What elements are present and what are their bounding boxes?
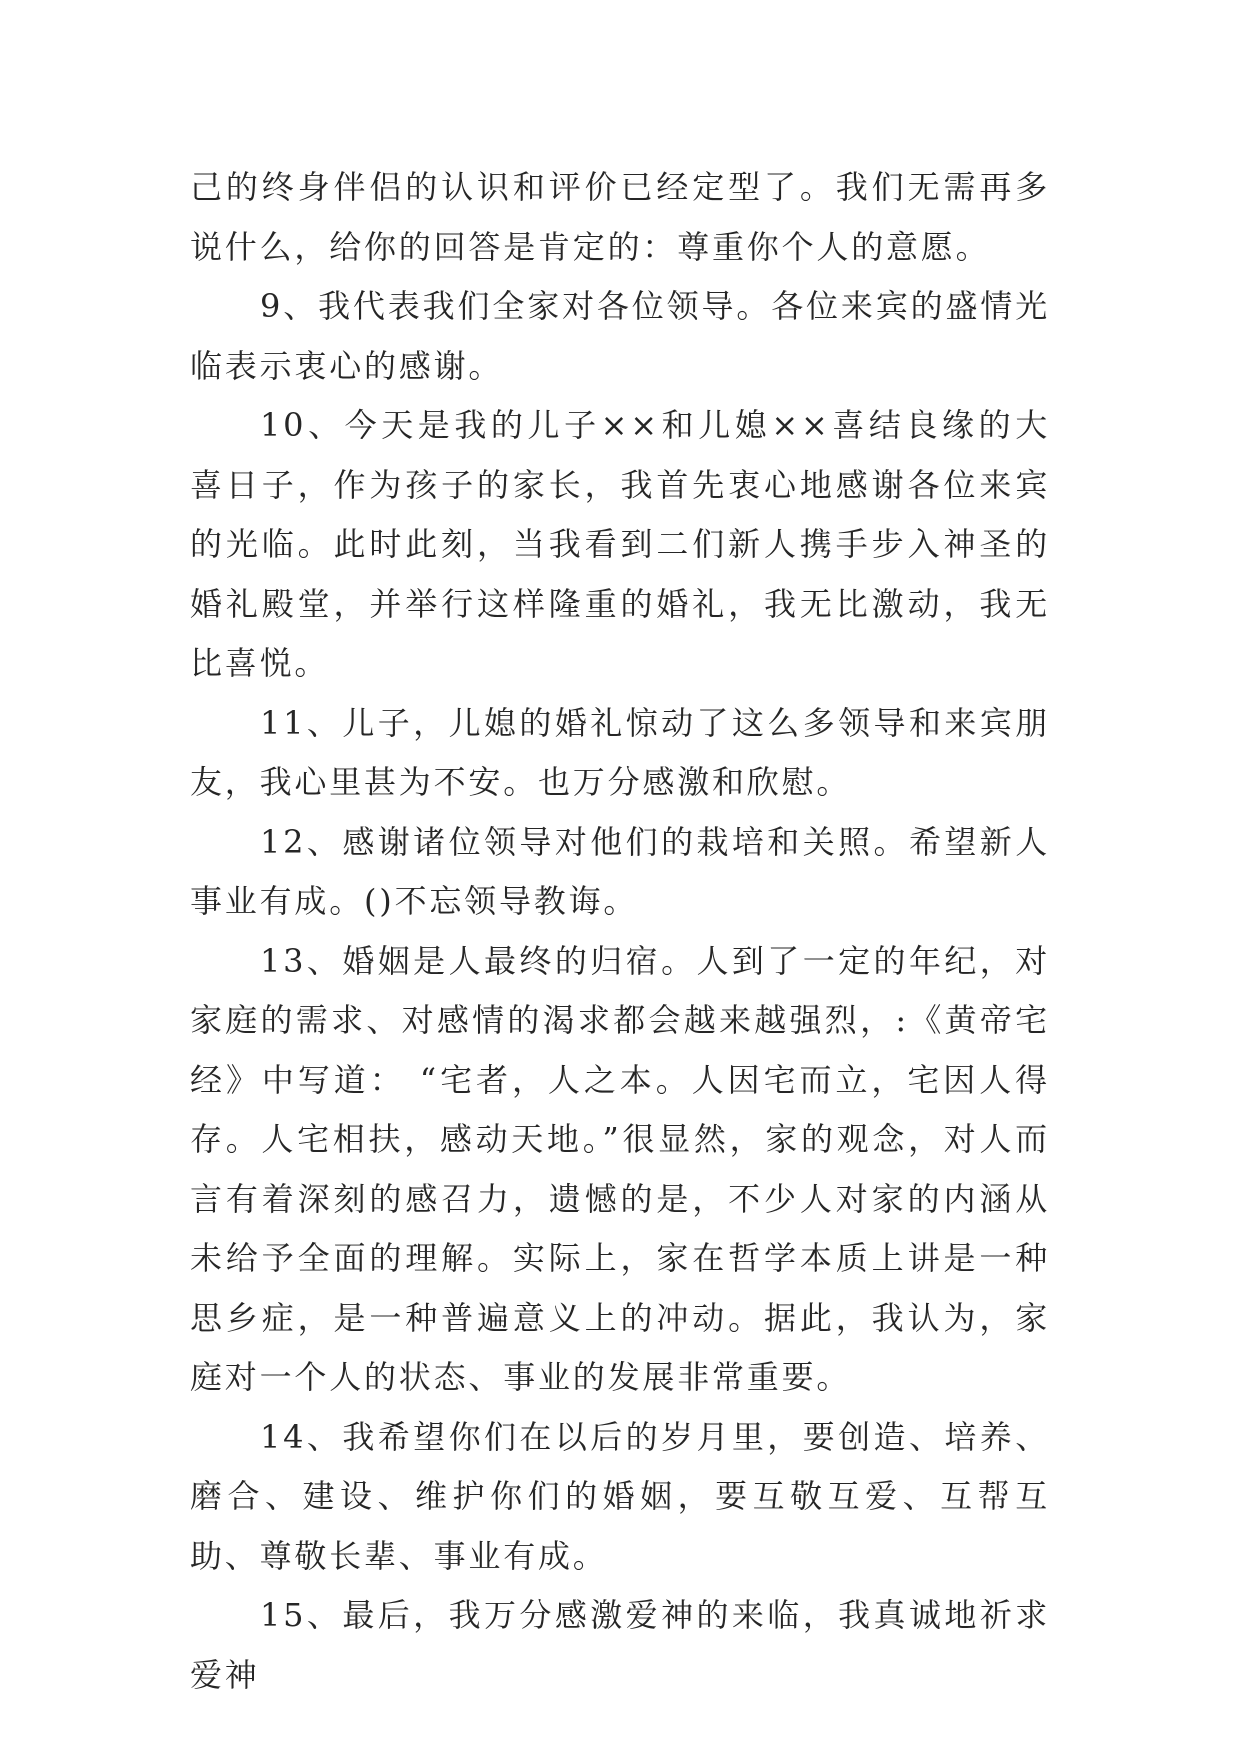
paragraph-item-15: 15、最后，我万分感激爱神的来临，我真诚地祈求爱神 — [190, 1596, 1050, 1694]
paragraph-item-10: 10、今天是我的儿子××和儿媳××喜结良缘的大喜日子，作为孩子的家长，我首先衷心地感谢各位来宾的光临。此时此刻，当我看到二们新人携手步入神圣的婚礼殿堂，并举行这样隆重的婚礼，我无比激动，我无比喜悦。 — [190, 406, 1050, 682]
paragraph-item-11: 11、儿子，儿媳的婚礼惊动了这么多领导和来宾朋友，我心里甚为不安。也万分感激和欣慰。 — [190, 703, 1050, 801]
document-body — [190, 158, 1050, 1705]
paragraph-item-9: 9、我代表我们全家对各位领导。各位来宾的盛情光临表示衷心的感谢。 — [190, 287, 1050, 385]
paragraph-item-14: 14、我希望你们在以后的岁月里，要创造、培养、磨合、建设、维护你们的婚姻，要互敬互爱、互帮互助、尊敬长辈、事业有成。 — [190, 1417, 1050, 1575]
paragraph-item-12: 12、感谢诸位领导对他们的栽培和关照。希望新人事业有成。()不忘领导教诲。 — [190, 822, 1050, 920]
paragraph-continuation: 己的终身伴侣的认识和评价已经定型了。我们无需再多说什么，给你的回答是肯定的：尊重你个人的意愿。 — [190, 168, 1050, 266]
paragraph-item-13: 13、婚姻是人最终的归宿。人到了一定的年纪，对家庭的需求、对感情的渴求都会越来越强烈，:《黄帝宅经》中写道： “宅者，人之本。人因宅而立，宅因人得存。人宅相扶，感动天地。”很显然，家的观念，对人而言有着深刻的感召力，遗憾的是，不少人对家的内涵从未给予全面的理解。实际上，家在哲学本质上讲是一种思乡症，是一种普遍意义上的冲动。据此，我认为，家庭对一个人的状态、事业的发展非常重要。 — [190, 941, 1050, 1396]
